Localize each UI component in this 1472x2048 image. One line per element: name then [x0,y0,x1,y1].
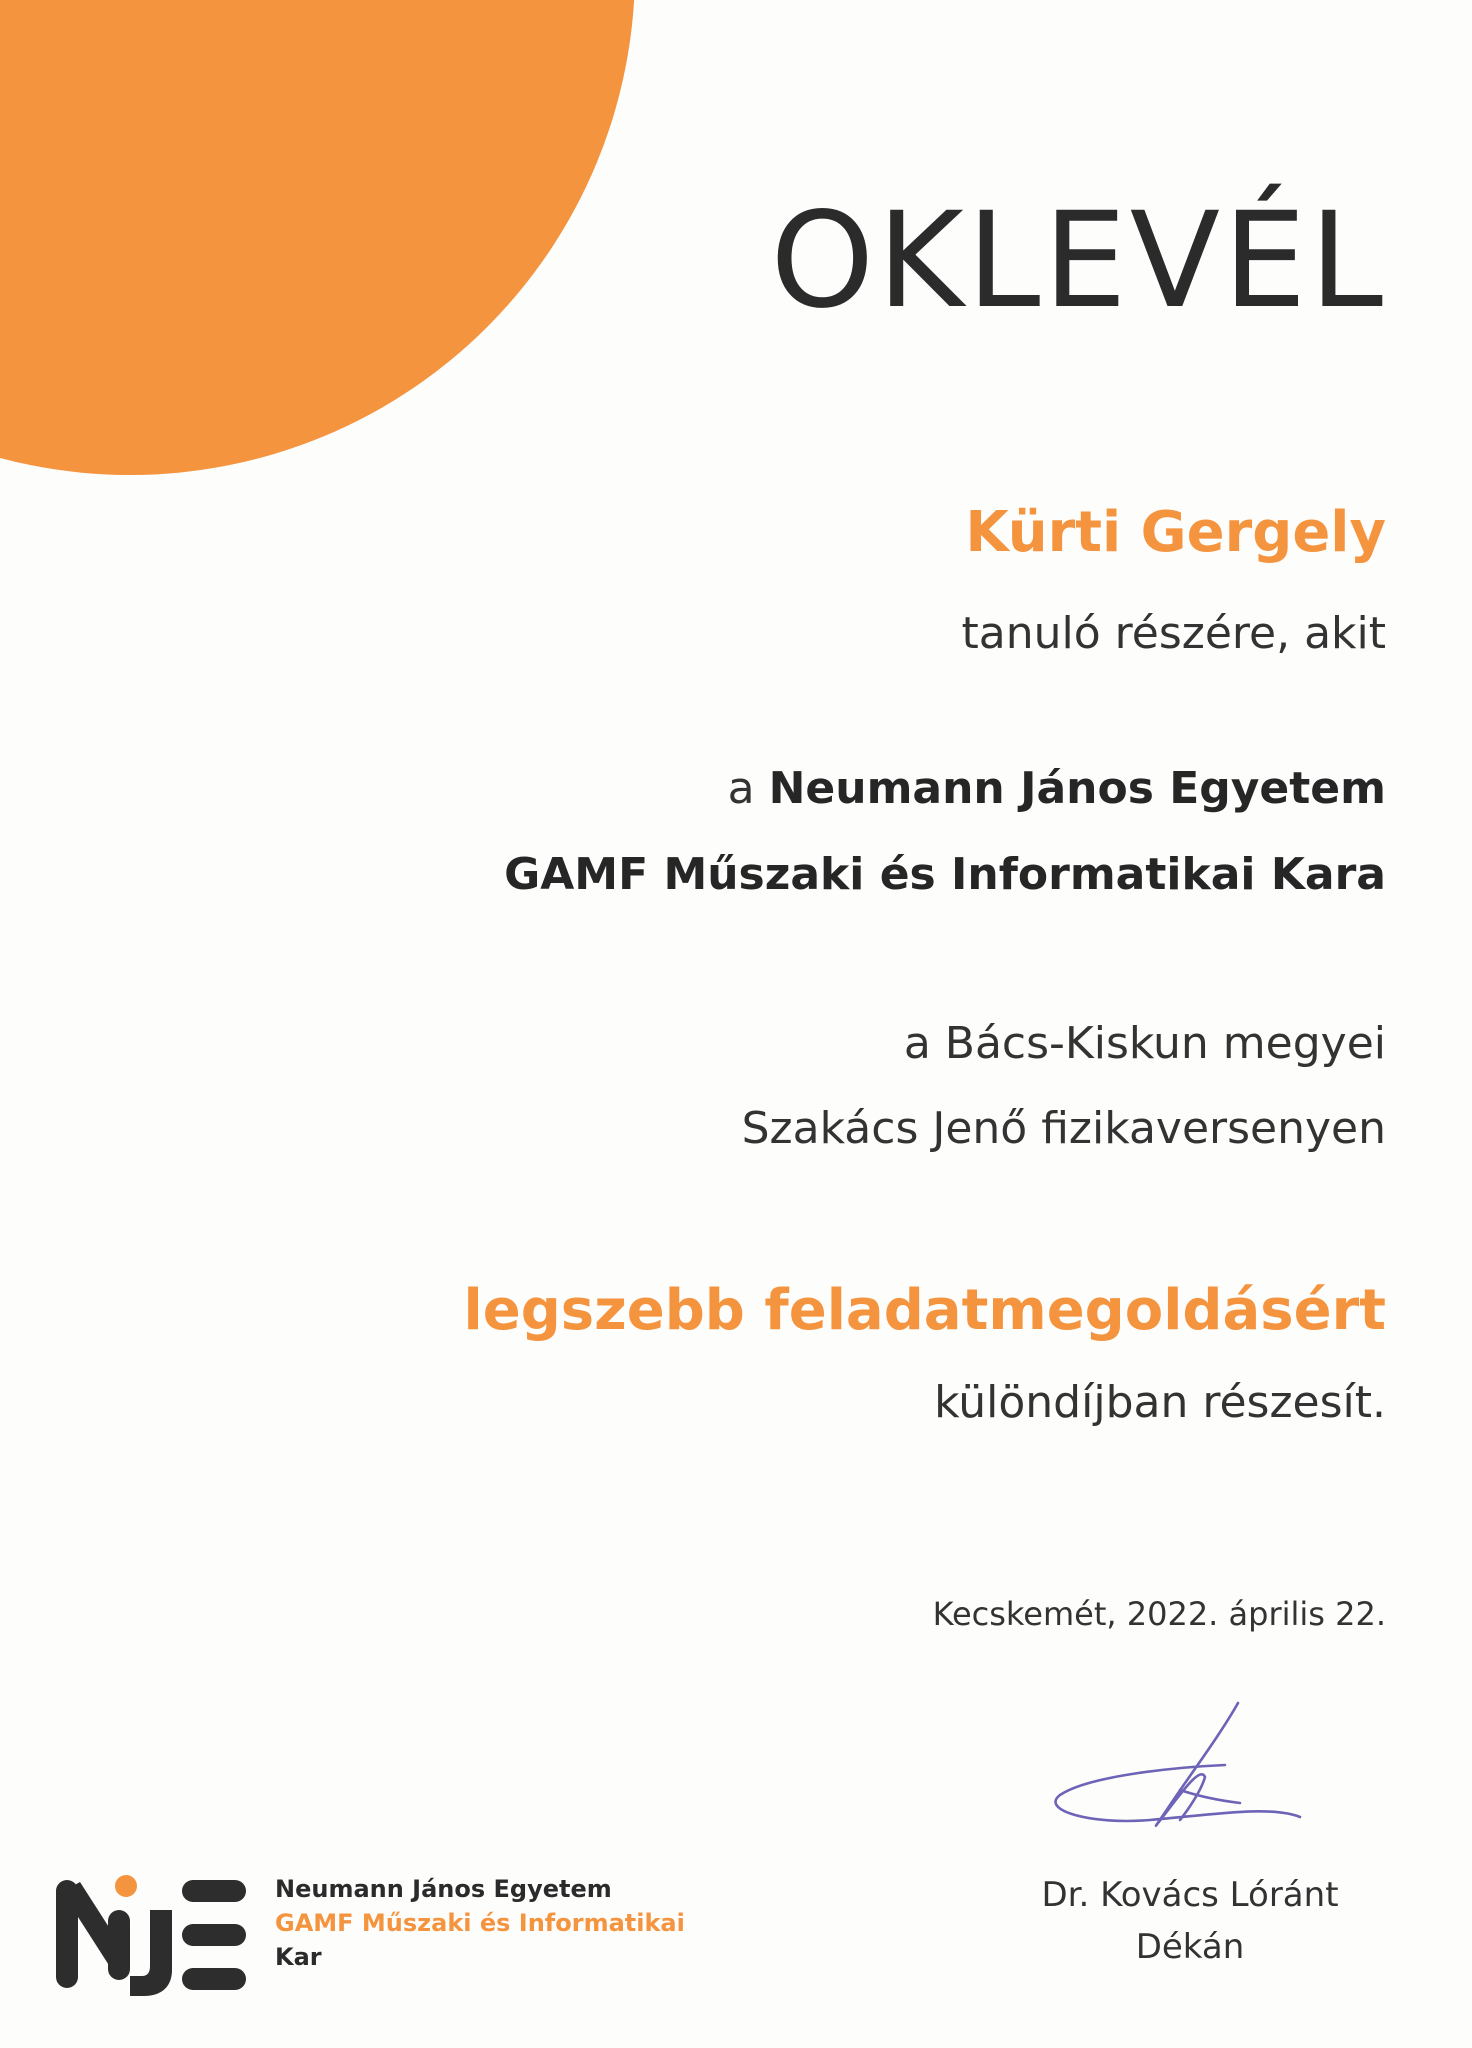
decorative-orange-circle [0,0,635,475]
award-title: legszebb feladatmegoldásért [463,1278,1386,1343]
signer-name: Dr. Kovács Lóránt [1041,1875,1339,1915]
institution-prefix: a [727,763,769,814]
faculty-name: GAMF Műszaki és Informatikai Kara [504,849,1386,900]
nje-logo-icon [50,1870,250,2000]
recipient-name: Kürti Gergely [965,500,1386,565]
place-and-date: Kecskemét, 2022. április 22. [932,1595,1386,1633]
recipient-role: tanuló részére, akit [961,608,1386,659]
logo-line-3: Kar [275,1943,322,1971]
institution-name: Neumann János Egyetem [768,763,1386,814]
competition-line-2: Szakács Jenő fizikaversenyen [741,1103,1386,1154]
signature-icon [1030,1695,1310,1845]
signer-title: Dékán [1135,1927,1245,1967]
logo-line-1: Neumann János Egyetem [275,1875,612,1903]
certificate-title: OKLEVÉL [770,184,1386,338]
logo-line-2: GAMF Műszaki és Informatikai [275,1909,685,1937]
competition-line-1: a Bács-Kiskun megyei [903,1018,1386,1069]
award-suffix: különdíjban részesít. [934,1377,1386,1428]
institution-line [727,763,1386,814]
